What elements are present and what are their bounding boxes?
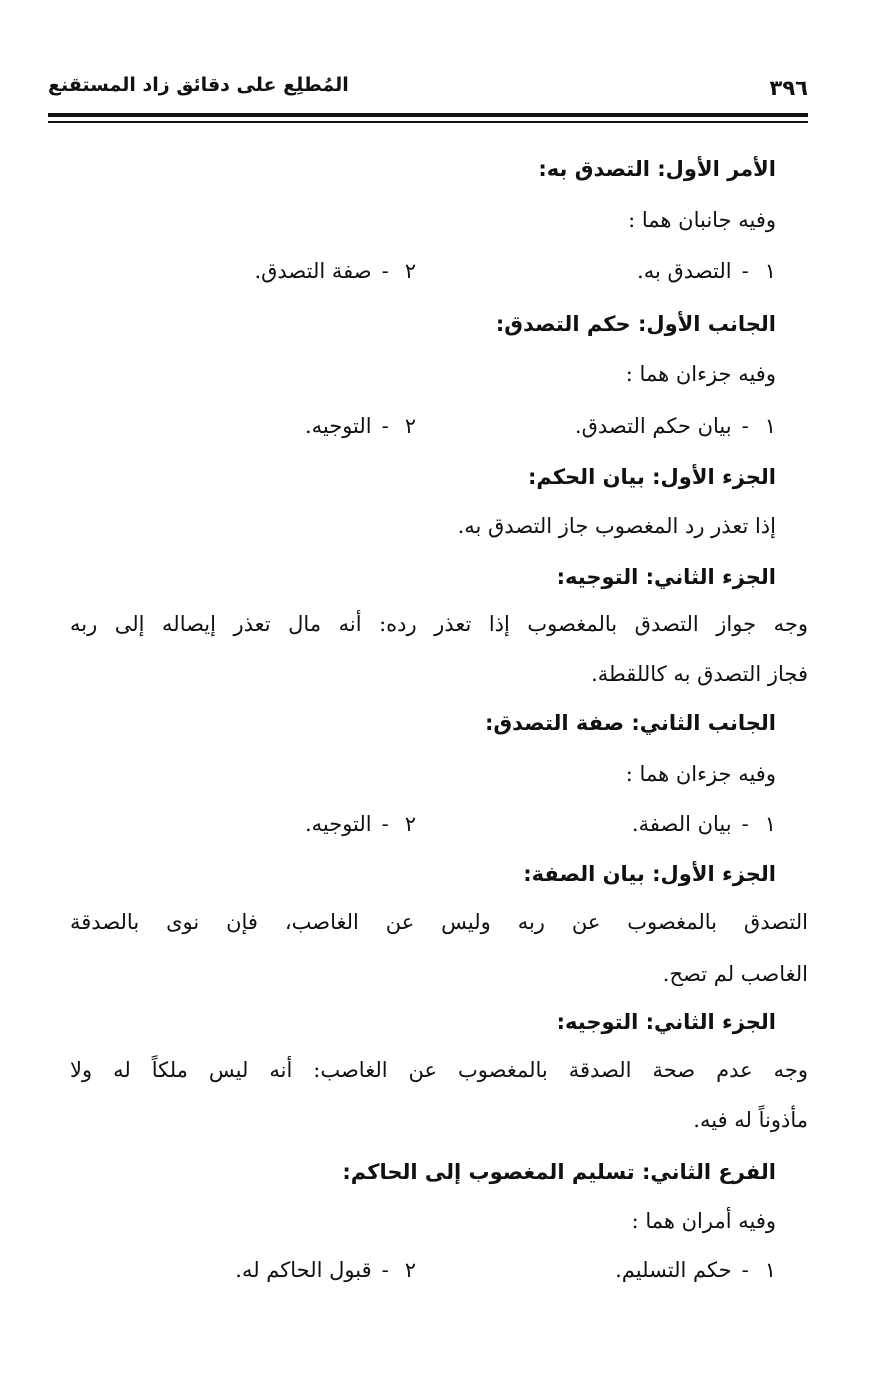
numbered-item [305, 812, 416, 836]
body-text: وفيه جزءان هما : [625, 362, 776, 386]
item-number: ٢ [404, 1258, 416, 1282]
item-dash: - [381, 1258, 389, 1282]
numbered-item [575, 414, 776, 438]
numbered-item [637, 259, 776, 283]
item-text: قبول الحاكم له. [235, 1258, 372, 1282]
item-number: ٢ [404, 259, 416, 283]
section-heading: الجانب الثاني: صفة التصدق: [484, 711, 776, 735]
item-number: ١ [764, 259, 776, 283]
item-text: صفة التصدق. [254, 259, 372, 283]
item-number: ١ [764, 812, 776, 836]
body-text: إذا تعذر رد المغصوب جاز التصدق به. [457, 514, 776, 538]
item-dash: - [381, 259, 389, 283]
body-text: وفيه جزءان هما : [625, 762, 776, 786]
body-paragraph-line: مأذوناً له فيه. [693, 1108, 808, 1132]
numbered-item [632, 812, 776, 836]
item-dash: - [741, 414, 749, 438]
numbered-item [615, 1258, 776, 1282]
body-paragraph-line: وجه عدم صحة الصدقة بالمغصوب عن الغاصب: أنه ليس ملكاً له ولا [70, 1058, 808, 1082]
page-number: ٣٩٦ [769, 76, 808, 100]
item-text: التوجيه. [304, 414, 372, 438]
body-paragraph-line: التصدق بالمغصوب عن ربه وليس عن الغاصب، فإن نوى بالصدقة [70, 910, 808, 934]
item-dash: - [741, 1258, 749, 1282]
section-heading: الفرع الثاني: تسليم المغصوب إلى الحاكم: [342, 1160, 776, 1184]
header-rule-thick [48, 113, 808, 117]
item-dash: - [741, 812, 749, 836]
body-text: وفيه أمران هما : [631, 1209, 776, 1233]
section-heading: الجزء الثاني: التوجيه: [556, 565, 776, 589]
body-paragraph-line: فجاز التصدق به كاللقطة. [591, 662, 808, 686]
section-heading: الجزء الأول: بيان الحكم: [527, 465, 776, 489]
running-title: المُطلِع على دقائق زاد المستقنع [48, 74, 349, 96]
item-number: ٢ [404, 414, 416, 438]
item-text: التوجيه. [304, 812, 372, 836]
section-heading: الجزء الأول: بيان الصفة: [523, 862, 776, 886]
numbered-item [254, 259, 416, 283]
body-paragraph-line: الغاصب لم تصح. [662, 962, 808, 986]
item-number: ١ [764, 414, 776, 438]
numbered-item [305, 414, 416, 438]
item-number: ١ [764, 1258, 776, 1282]
page-header [48, 72, 808, 112]
section-heading: الجزء الثاني: التوجيه: [556, 1010, 776, 1034]
body-text: وفيه جانبان هما : [628, 208, 776, 232]
header-rule-thin [48, 121, 808, 123]
item-text: التصدق به. [637, 259, 732, 283]
body-paragraph-line: وجه جواز التصدق بالمغصوب إذا تعذر رده: أنه مال تعذر إيصاله إلى ربه [70, 612, 808, 636]
item-text: حكم التسليم. [615, 1258, 732, 1282]
item-number: ٢ [404, 812, 416, 836]
section-heading: الأمر الأول: التصدق به: [538, 157, 776, 181]
item-text: بيان الصفة. [631, 812, 732, 836]
numbered-item [235, 1258, 416, 1282]
item-dash: - [381, 414, 389, 438]
section-heading: الجانب الأول: حكم التصدق: [495, 312, 776, 336]
item-dash: - [381, 812, 389, 836]
item-dash: - [741, 259, 749, 283]
item-text: بيان حكم التصدق. [574, 414, 732, 438]
